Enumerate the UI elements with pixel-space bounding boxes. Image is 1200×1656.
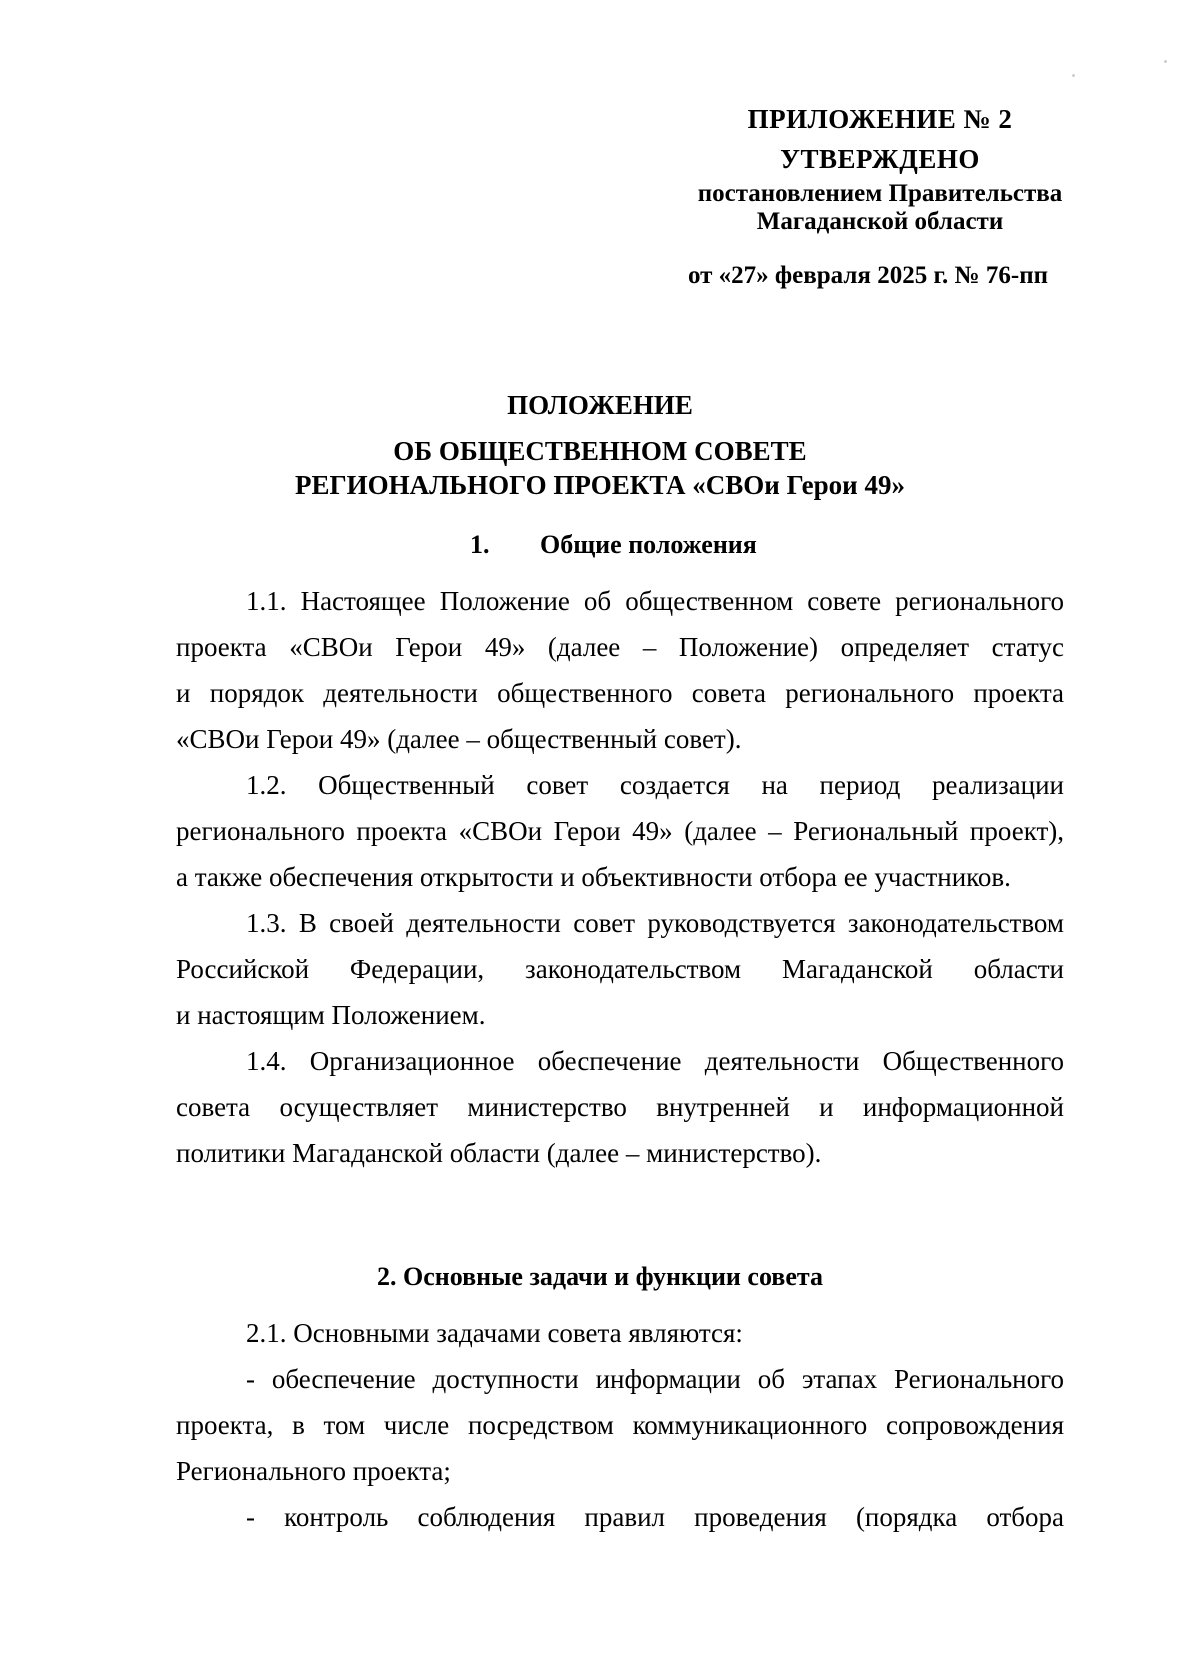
paragraph-line: - контроль соблюдения правил проведения (порядка отбора bbox=[246, 1502, 1064, 1532]
document-title: ПОЛОЖЕНИЕ bbox=[507, 390, 693, 420]
scan-speck bbox=[1072, 74, 1075, 77]
paragraph-line: регионального проекта «СВОи Герои 49» (далее – Региональный проект), bbox=[176, 816, 1064, 846]
paragraph-line: Российской Федерации, законодательством Магаданской области bbox=[176, 954, 1064, 984]
paragraph-line: и настоящим Положением. bbox=[176, 1000, 486, 1030]
section-1-heading bbox=[470, 530, 757, 560]
section-1-number: 1. bbox=[470, 530, 490, 559]
section-1-title: Общие положения bbox=[540, 530, 757, 559]
paragraph-line: политики Магаданской области (далее – министерство). bbox=[176, 1138, 822, 1168]
paragraph-line: и порядок деятельности общественного совета регионального проекта bbox=[176, 678, 1064, 708]
decree-line-2: Магаданской области bbox=[756, 208, 1004, 235]
decree-date: от «27» февраля 2025 г. № 76-пп bbox=[687, 262, 1048, 289]
paragraph-line: «СВОи Герои 49» (далее – общественный совет). bbox=[176, 724, 742, 754]
paragraph-line: - обеспечение доступности информации об этапах Регионального bbox=[246, 1364, 1064, 1394]
document-subtitle-1: ОБ ОБЩЕСТВЕННОМ СОВЕТЕ bbox=[393, 436, 807, 466]
paragraph-line: 1.4. Организационное обеспечение деятельности Общественного bbox=[246, 1046, 1064, 1076]
paragraph-line: 1.1. Настоящее Положение об общественном совете регионального bbox=[246, 586, 1064, 616]
paragraph-line: проекта, в том числе посредством коммуникационного сопровождения bbox=[176, 1410, 1064, 1440]
document-subtitle-2: РЕГИОНАЛЬНОГО ПРОЕКТА «СВОи Герои 49» bbox=[295, 470, 905, 500]
section-2-heading: 2. Основные задачи и функции совета bbox=[377, 1262, 823, 1291]
scan-speck bbox=[1164, 60, 1167, 63]
approved-stamp-text: УТВЕРЖДЕНО bbox=[780, 144, 980, 174]
appendix-number: ПРИЛОЖЕНИЕ № 2 bbox=[747, 104, 1013, 134]
paragraph-line: а также обеспечения открытости и объективности отбора ее участников. bbox=[176, 862, 1011, 892]
paragraph-line: проекта «СВОи Герои 49» (далее – Положение) определяет статус bbox=[176, 632, 1064, 662]
decree-line-1: постановлением Правительства bbox=[697, 180, 1063, 207]
paragraph-line: 1.2. Общественный совет создается на период реализации bbox=[246, 770, 1064, 800]
paragraph-line: 1.3. В своей деятельности совет руководствуется законодательством bbox=[246, 908, 1064, 938]
paragraph-line: совета осуществляет министерство внутренней и информационной bbox=[176, 1092, 1064, 1122]
paragraph-line: Регионального проекта; bbox=[176, 1456, 451, 1486]
paragraph-line: 2.1. Основными задачами совета являются: bbox=[246, 1318, 743, 1348]
